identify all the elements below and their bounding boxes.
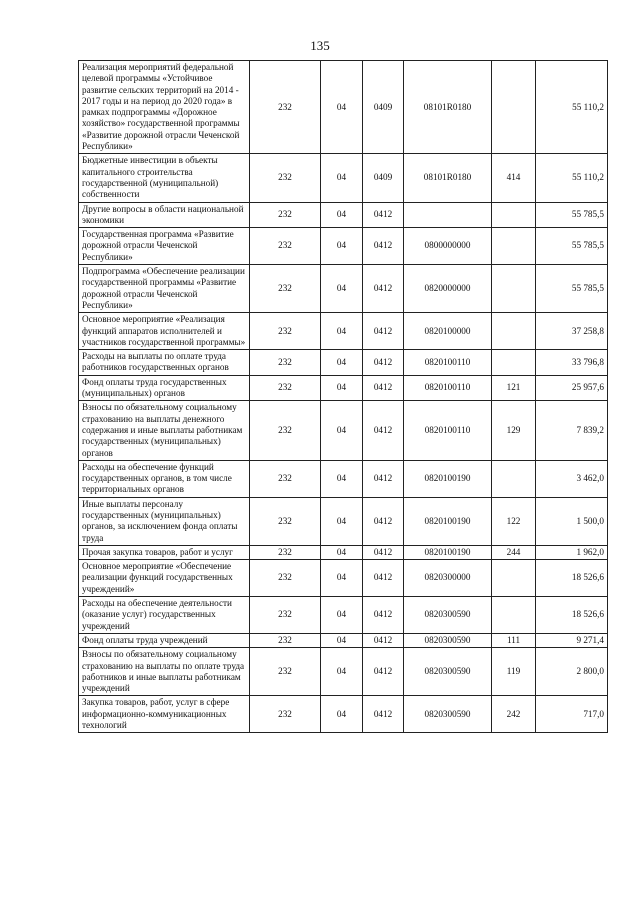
cell-amount: 1 500,0 [536, 497, 608, 545]
cell-section-code: 04 [321, 545, 363, 559]
cell-ministry-code: 232 [250, 597, 321, 634]
cell-ministry-code: 232 [250, 202, 321, 228]
cell-ministry-code: 232 [250, 228, 321, 265]
cell-target-article: 08101R0180 [404, 154, 492, 202]
cell-description: Фонд оплаты труда учреждений [79, 633, 250, 647]
cell-expense-type: 111 [492, 633, 536, 647]
cell-section-code: 04 [321, 265, 363, 313]
cell-description: Расходы на обеспечение функций государственных органов, в том числе территориальных органов [79, 460, 250, 497]
cell-amount: 55 785,5 [536, 228, 608, 265]
cell-amount: 7 839,2 [536, 401, 608, 460]
cell-target-article: 0820100110 [404, 375, 492, 401]
budget-table [78, 60, 608, 733]
cell-target-article [404, 202, 492, 228]
cell-section-code: 04 [321, 228, 363, 265]
cell-target-article: 0820100190 [404, 497, 492, 545]
page-number: 135 [310, 38, 330, 53]
cell-amount: 33 796,8 [536, 350, 608, 376]
cell-section-code: 04 [321, 597, 363, 634]
cell-description: Государственная программа «Развитие дорожной отрасли Чеченской Республики» [79, 228, 250, 265]
cell-subsection-code: 0412 [363, 545, 404, 559]
cell-target-article: 08101R0180 [404, 61, 492, 154]
cell-target-article: 0820100190 [404, 460, 492, 497]
cell-amount: 717,0 [536, 696, 608, 733]
cell-subsection-code: 0412 [363, 597, 404, 634]
cell-amount: 18 526,6 [536, 597, 608, 634]
table-row [79, 375, 608, 401]
cell-section-code: 04 [321, 648, 363, 696]
table-row [79, 154, 608, 202]
cell-description: Другие вопросы в области национальной экономики [79, 202, 250, 228]
cell-description: Фонд оплаты труда государственных (муниципальных) органов [79, 375, 250, 401]
table-row [79, 350, 608, 376]
table-row [79, 401, 608, 460]
cell-target-article: 0820100000 [404, 313, 492, 350]
cell-amount: 37 258,8 [536, 313, 608, 350]
table-row [79, 202, 608, 228]
cell-ministry-code: 232 [250, 648, 321, 696]
cell-target-article: 0820100190 [404, 545, 492, 559]
table-row [79, 61, 608, 154]
cell-description: Иные выплаты персоналу государственных (муниципальных) органов, за исключением фонда оплаты труда [79, 497, 250, 545]
cell-amount: 55 785,5 [536, 265, 608, 313]
cell-expense-type: 244 [492, 545, 536, 559]
cell-subsection-code: 0412 [363, 460, 404, 497]
cell-section-code: 04 [321, 350, 363, 376]
cell-subsection-code: 0412 [363, 497, 404, 545]
cell-expense-type [492, 61, 536, 154]
cell-subsection-code: 0409 [363, 154, 404, 202]
table-row [79, 265, 608, 313]
cell-expense-type [492, 265, 536, 313]
cell-ministry-code: 232 [250, 497, 321, 545]
cell-expense-type: 119 [492, 648, 536, 696]
cell-expense-type [492, 460, 536, 497]
cell-description: Прочая закупка товаров, работ и услуг [79, 545, 250, 559]
table-row [79, 648, 608, 696]
cell-section-code: 04 [321, 696, 363, 733]
cell-target-article: 0820300590 [404, 633, 492, 647]
cell-description: Реализация мероприятий федеральной целевой программы «Устойчивое развитие сельских территорий на 2014 - 2017 годы и на период до 2020 года» в рамках подпрограммы «Дорожное хозяйство» государственной программы «Развитие дорожной отрасли Чеченской Республики» [79, 61, 250, 154]
cell-description: Подпрограмма «Обеспечение реализации государственной программы «Развитие дорожной отрасли Чеченской Республики» [79, 265, 250, 313]
cell-target-article: 0820300590 [404, 597, 492, 634]
cell-amount: 1 962,0 [536, 545, 608, 559]
cell-description: Основное мероприятие «Реализация функций аппаратов исполнителей и участников государственной программы» [79, 313, 250, 350]
table-row [79, 597, 608, 634]
table-row [79, 560, 608, 597]
cell-section-code: 04 [321, 375, 363, 401]
cell-description: Взносы по обязательному социальному страхованию на выплаты по оплате труда работников и иные выплаты работникам учреждений [79, 648, 250, 696]
cell-expense-type: 122 [492, 497, 536, 545]
cell-expense-type: 414 [492, 154, 536, 202]
cell-target-article: 0820300000 [404, 560, 492, 597]
table-row [79, 497, 608, 545]
cell-description: Бюджетные инвестиции в объекты капитального строительства государственной (муниципальной) собственности [79, 154, 250, 202]
cell-expense-type [492, 560, 536, 597]
cell-expense-type [492, 202, 536, 228]
cell-description: Расходы на обеспечение деятельности (оказание услуг) государственных учреждений [79, 597, 250, 634]
cell-ministry-code: 232 [250, 61, 321, 154]
cell-amount: 2 800,0 [536, 648, 608, 696]
cell-ministry-code: 232 [250, 560, 321, 597]
cell-description: Закупка товаров, работ, услуг в сфере информационно-коммуникационных технологий [79, 696, 250, 733]
cell-expense-type [492, 597, 536, 634]
cell-target-article: 0800000000 [404, 228, 492, 265]
cell-target-article: 0820300590 [404, 648, 492, 696]
cell-ministry-code: 232 [250, 545, 321, 559]
table-row [79, 460, 608, 497]
cell-target-article: 0820300590 [404, 696, 492, 733]
cell-ministry-code: 232 [250, 696, 321, 733]
cell-target-article: 0820100110 [404, 401, 492, 460]
cell-section-code: 04 [321, 497, 363, 545]
cell-target-article: 0820000000 [404, 265, 492, 313]
cell-ministry-code: 232 [250, 460, 321, 497]
cell-subsection-code: 0412 [363, 560, 404, 597]
cell-section-code: 04 [321, 401, 363, 460]
cell-ministry-code: 232 [250, 313, 321, 350]
cell-section-code: 04 [321, 633, 363, 647]
cell-expense-type [492, 313, 536, 350]
cell-ministry-code: 232 [250, 265, 321, 313]
cell-ministry-code: 232 [250, 375, 321, 401]
cell-section-code: 04 [321, 460, 363, 497]
cell-amount: 55 110,2 [536, 61, 608, 154]
table-row [79, 545, 608, 559]
cell-ministry-code: 232 [250, 154, 321, 202]
cell-subsection-code: 0412 [363, 696, 404, 733]
cell-ministry-code: 232 [250, 633, 321, 647]
table-row [79, 633, 608, 647]
budget-table-body [79, 61, 608, 733]
cell-subsection-code: 0412 [363, 202, 404, 228]
table-row [79, 228, 608, 265]
cell-ministry-code: 232 [250, 350, 321, 376]
table-row [79, 696, 608, 733]
cell-amount: 25 957,6 [536, 375, 608, 401]
cell-subsection-code: 0412 [363, 265, 404, 313]
cell-description: Основное мероприятие «Обеспечение реализации функций государственных учреждений» [79, 560, 250, 597]
cell-section-code: 04 [321, 61, 363, 154]
cell-section-code: 04 [321, 313, 363, 350]
cell-subsection-code: 0412 [363, 401, 404, 460]
cell-amount: 3 462,0 [536, 460, 608, 497]
cell-target-article: 0820100110 [404, 350, 492, 376]
cell-expense-type: 242 [492, 696, 536, 733]
cell-amount: 9 271,4 [536, 633, 608, 647]
cell-amount: 55 110,2 [536, 154, 608, 202]
cell-section-code: 04 [321, 202, 363, 228]
cell-ministry-code: 232 [250, 401, 321, 460]
cell-subsection-code: 0412 [363, 228, 404, 265]
cell-subsection-code: 0412 [363, 313, 404, 350]
cell-section-code: 04 [321, 154, 363, 202]
cell-amount: 55 785,5 [536, 202, 608, 228]
cell-description: Расходы на выплаты по оплате труда работников государственных органов [79, 350, 250, 376]
cell-subsection-code: 0412 [363, 648, 404, 696]
cell-subsection-code: 0409 [363, 61, 404, 154]
cell-section-code: 04 [321, 560, 363, 597]
cell-amount: 18 526,6 [536, 560, 608, 597]
cell-subsection-code: 0412 [363, 350, 404, 376]
cell-expense-type [492, 350, 536, 376]
cell-expense-type: 121 [492, 375, 536, 401]
cell-subsection-code: 0412 [363, 375, 404, 401]
cell-expense-type: 129 [492, 401, 536, 460]
cell-description: Взносы по обязательному социальному страхованию на выплаты денежного содержания и иные выплаты работникам государственных (муниципальных) органов [79, 401, 250, 460]
cell-subsection-code: 0412 [363, 633, 404, 647]
cell-expense-type [492, 228, 536, 265]
table-row [79, 313, 608, 350]
